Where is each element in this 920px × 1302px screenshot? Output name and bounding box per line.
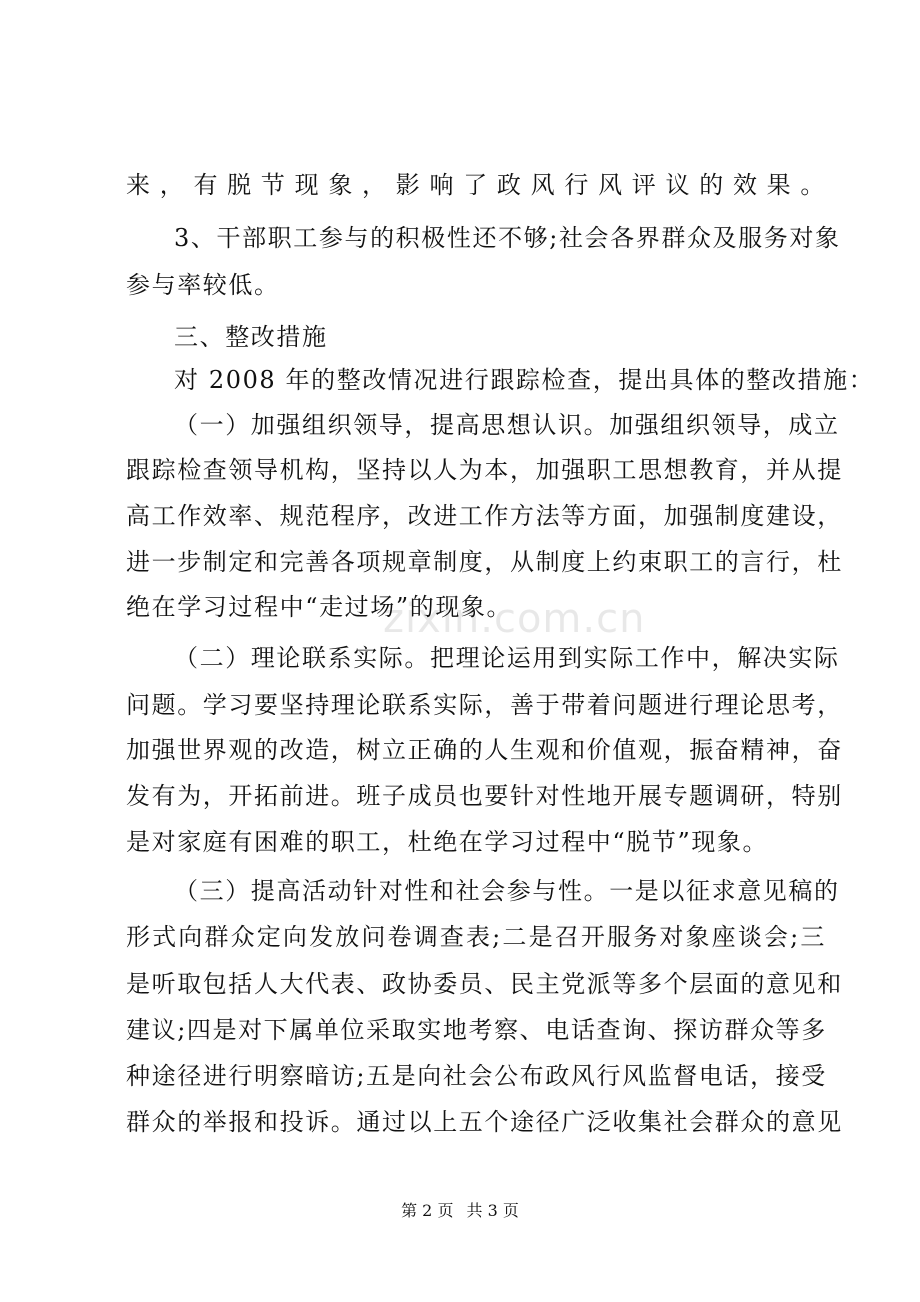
body-line: 来，有脱节现象，影响了政风行风评议的效果。 [126, 171, 826, 199]
section-heading: 三、整改措施 [174, 323, 328, 351]
body-line: 发有为，开拓前进。班子成员也要针对性地开展专题调研，特别 [126, 782, 843, 810]
body-line: （一）加强组织领导，提高思想认识。加强组织领导，成立 [174, 411, 840, 439]
watermark: zixin.com.cn [383, 596, 646, 642]
body-line: 对 2008 年的整改情况进行跟踪检查，提出具体的整改措施： [174, 366, 875, 394]
page-number: 第 2 页 [401, 1201, 454, 1220]
body-line: 问题。学习要坚持理论联系实际，善于带着问题进行理论思考， [126, 691, 843, 719]
body-line: 加强世界观的改造，树立正确的人生观和价值观，振奋精神，奋 [126, 736, 843, 764]
body-line: 建议;四是对下属单位采取实地考察、电话查询、探访群众等多 [126, 1016, 827, 1044]
body-line: 进一步制定和完善各项规章制度，从制度上约束职工的言行，杜 [126, 548, 843, 576]
body-line: 绝在学习过程中“走过场”的现象。 [126, 593, 513, 621]
body-line: （三）提高活动针对性和社会参与性。一是以征求意见稿的 [174, 877, 840, 905]
body-line: 3、干部职工参与的积极性还不够;社会各界群众及服务对象 [174, 224, 841, 252]
body-line: 群众的举报和投诉。通过以上五个途径广泛收集社会群众的意见 [126, 1108, 843, 1136]
body-line: 参与率较低。 [126, 271, 280, 299]
body-line: 形式向群众定向发放问卷调查表;二是召开服务对象座谈会;三 [126, 923, 826, 951]
body-line: 是对家庭有困难的职工，杜绝在学习过程中“脱节”现象。 [126, 828, 769, 856]
page-footer [0, 1199, 920, 1223]
body-line: 跟踪检查领导机构，坚持以人为本，加强职工思想教育，并从提 [126, 456, 843, 484]
body-line: 种途径进行明察暗访;五是向社会公布政风行风监督电话，接受 [126, 1062, 827, 1090]
body-line: （二）理论联系实际。把理论运用到实际工作中，解决实际 [174, 644, 840, 672]
body-line: 是听取包括人大代表、政协委员、民主党派等多个层面的意见和 [126, 970, 843, 998]
body-line: 高工作效率、规范程序，改进工作方法等方面，加强制度建设， [126, 502, 843, 530]
page-total: 共 3 页 [466, 1201, 519, 1220]
